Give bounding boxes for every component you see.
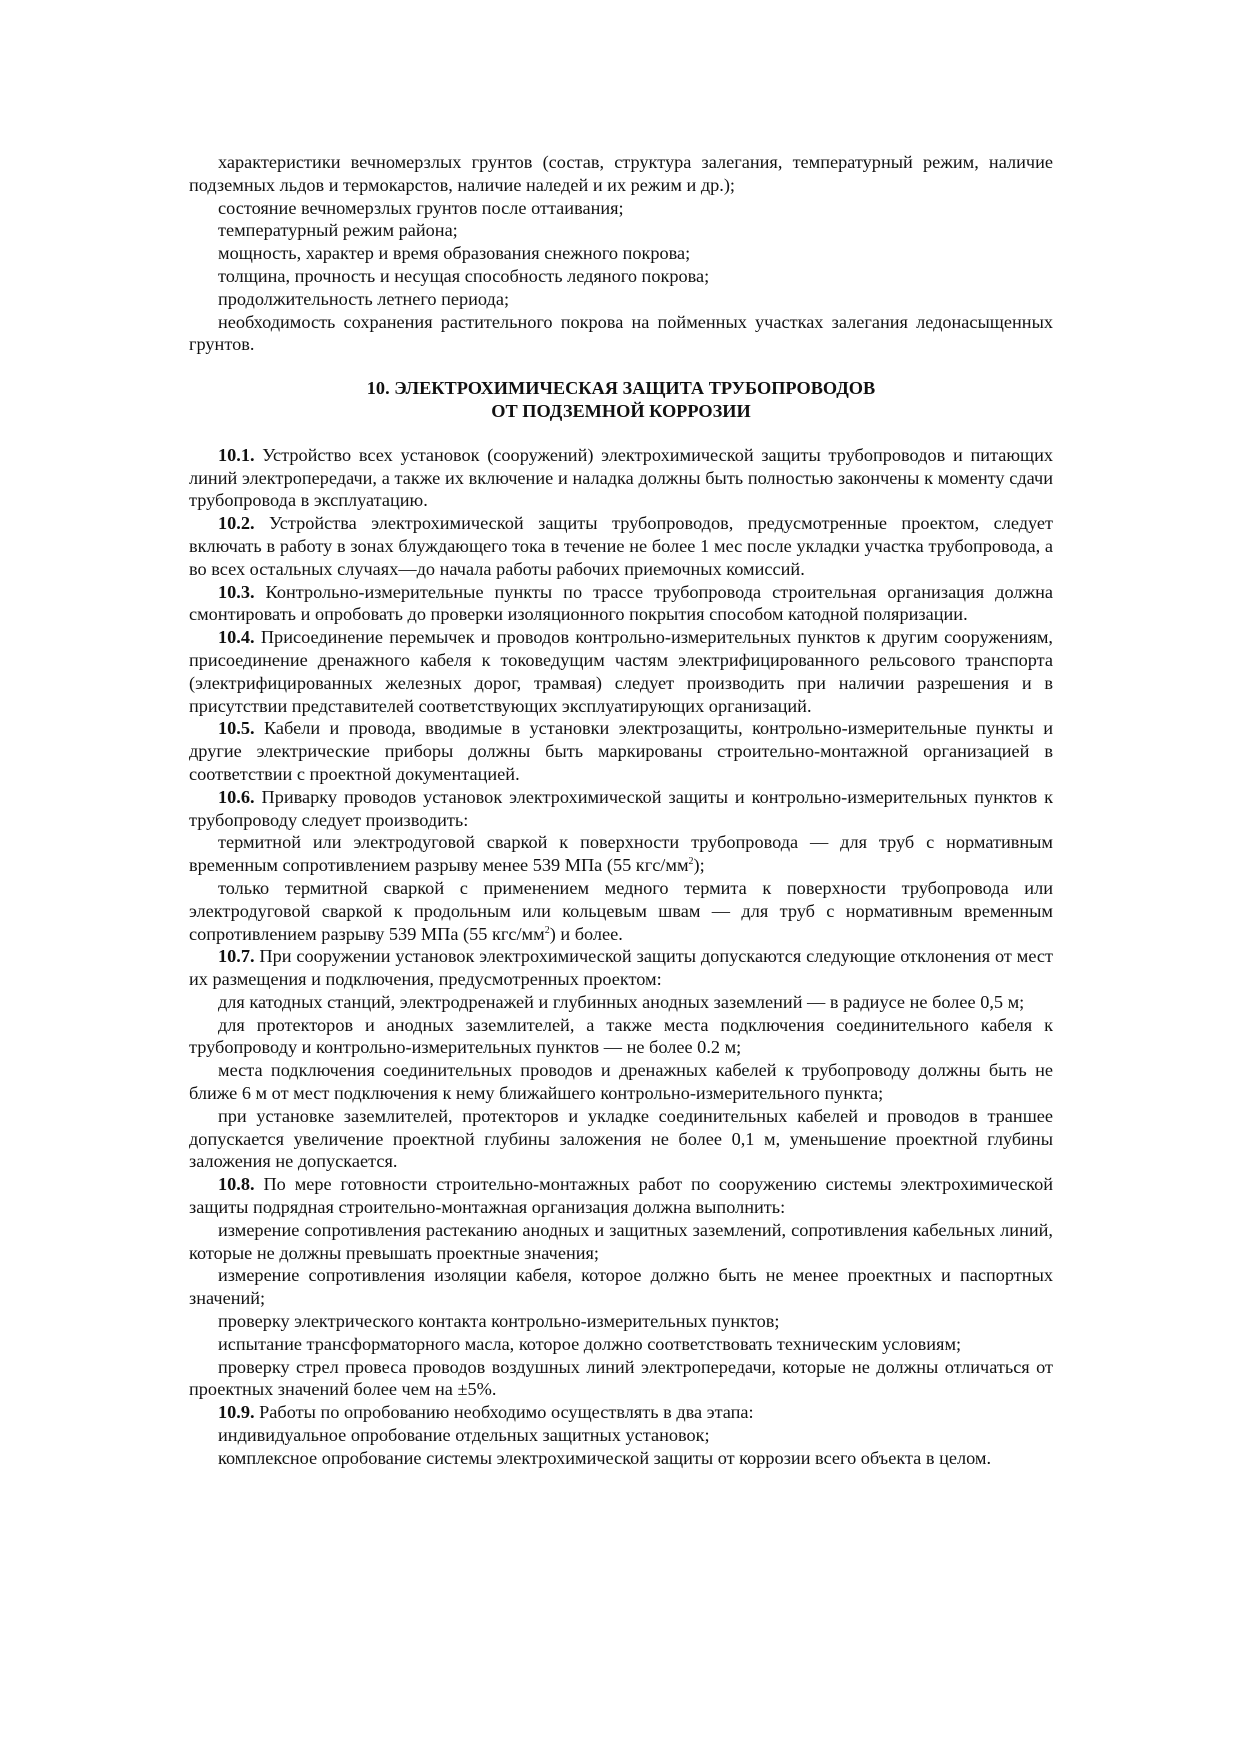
clause-number: 10.8. (218, 1174, 255, 1195)
clause-number: 10.6. (218, 786, 255, 807)
list-item: при установке заземлителей, протекторов и укладке соединительных кабелей и проводов в траншее допускается увеличение проектной глубины заложения не более 0,1 м, уменьшение проектной глубины заложения не допускается. (189, 1105, 1053, 1172)
clause-number: 10.7. (218, 946, 255, 967)
clause-text: При сооружении установок электрохимической защиты допускаются следующие отклонения от мест их размещения и подключения, предусмотренных проектом: (189, 946, 1053, 990)
list-item: только термитной сваркой с применением медного термита к поверхности трубопровода или электродуговой сваркой к продольным или кольцевым швам — для труб с нормативным временным сопротивлением разрыву 539 МПа (55 кгс/$мм^2$) и более. (189, 877, 1053, 944)
clause-text: По мере готовности строительно-монтажных работ по сооружению системы электрохимической защиты подрядная строительно-монтажная организация должна выполнить: (189, 1174, 1053, 1218)
list-item: проверку стрел провеса проводов воздушных линий электропередачи, которые не должны отличаться от проектных значений более чем на ±5%. (189, 1356, 1053, 1400)
list-item: измерение сопротивления растеканию анодных и защитных заземлений, сопротивления кабельных линий, которые не должны превышать проектные значения; (189, 1219, 1053, 1263)
clause-text: Приварку проводов установок электрохимической защиты и контрольно-измерительных пунктов к трубопроводу следует производить: (189, 786, 1053, 830)
clause-number: 10.5. (218, 718, 255, 739)
list-item: необходимость сохранения растительного покрова на пойменных участках залегания ледонасыщенных грунтов. (189, 311, 1053, 355)
clause-10-6 (189, 786, 1053, 832)
clause-10-9 (189, 1401, 1053, 1424)
list-item: состояние вечномерзлых грунтов после оттаивания; (218, 197, 624, 218)
clause-text: Присоединение перемычек и проводов контрольно-измерительных пунктов к другим сооружениям, присоединение дренажного кабеля к токоведущим частям электрифицированного рельсового транспорта (электрифицированных железных дорог, трамвая) следует производить при наличии разрешения и в присутствии представителей соответствующих эксплуатирующих организаций. (189, 627, 1053, 716)
section-title-line-2: ОТ ПОДЗЕМНОЙ КОРРОЗИИ (491, 400, 751, 421)
clause-number: 10.9. (218, 1402, 255, 1423)
list-item: индивидуальное опробование отдельных защитных установок; (218, 1425, 710, 1446)
clause-text: Кабели и провода, вводимые в установки электрозащиты, контрольно-измерительные пункты и другие электрические приборы должны быть маркированы строительно-монтажной организацией в соответствии с проектной документацией. (189, 718, 1053, 784)
list-item: для протекторов и анодных заземлителей, а также места подключения соединительного кабеля к трубопроводу и контрольно-измерительных пунктов — не более 0.2 м; (189, 1014, 1053, 1058)
clause-text: Устройство всех установок (сооружений) электрохимической защиты трубопроводов и питающих линий электропередачи, а также их включение и наладка должны быть полностью закончены к моменту сдачи трубопровода в эксплуатацию. (189, 444, 1053, 511)
list-item: для катодных станций, электродренажей и глубинных анодных заземлений — в радиусе не более 0,5 м; (218, 991, 1025, 1012)
clause-10-4 (189, 626, 1053, 717)
clause-10-1 (189, 444, 1053, 512)
list-item: испытание трансформаторного масла, которое должно соответствовать техническим условиям; (218, 1333, 962, 1354)
list-item: проверку электрического контакта контрольно-измерительных пунктов; (218, 1311, 780, 1332)
clause-text: Контрольно-измерительные пункты по трассе трубопровода строительная организация должна смонтировать и опробовать до проверки изоляционного покрытия способом катодной поляризации. (189, 581, 1053, 625)
clause-10-5 (189, 717, 1053, 785)
document-page (189, 151, 1053, 1470)
superscript: 2 (544, 924, 550, 936)
clause-10-2 (189, 512, 1053, 580)
clause-number: 10.1. (218, 444, 255, 465)
list-item: термитной или электродуговой сваркой к поверхности трубопровода — для труб с нормативным временным сопротивлением разрыву менее 539 МПа (55 кгс/$мм^2$); (189, 832, 1053, 876)
list-item: толщина, прочность и несущая способность ледяного покрова; (218, 265, 710, 286)
list-item: температурный режим района; (218, 220, 458, 241)
list-item: места подключения соединительных проводов и дренажных кабелей к трубопроводу должны быть не ближе 6 м от мест подключения к нему ближайшего контрольно-измерительного пункта; (189, 1060, 1053, 1104)
clause-10-3 (189, 581, 1053, 627)
clause-number: 10.4. (218, 627, 255, 648)
list-item: мощность, характер и время образования снежного покрова; (218, 243, 691, 264)
list-item: продолжительность летнего периода; (218, 288, 510, 309)
list-item: комплексное опробование системы электрохимической защиты от коррозии всего объекта в целом. (218, 1447, 992, 1468)
clause-text: Устройства электрохимической защиты трубопроводов, предусмотренные проектом, следует включать в работу в зонах блуждающего тока в течение не более 1 мес после укладки участка трубопровода, а во всех остальных случаях—до начала работы рабочих приемочных комиссий. (189, 513, 1053, 579)
clause-10-7 (189, 945, 1053, 991)
superscript: 2 (688, 856, 694, 868)
clause-10-8 (189, 1173, 1053, 1219)
section-heading (189, 377, 1053, 423)
section-title-line-1: 10. ЭЛЕКТРОХИМИЧЕСКАЯ ЗАЩИТА ТРУБОПРОВОДОВ (366, 378, 876, 399)
clause-number: 10.3. (218, 581, 255, 602)
clause-number: 10.2. (218, 513, 255, 534)
clause-text: Работы по опробованию необходимо осуществлять в два этапа: (254, 1402, 754, 1423)
list-item: измерение сопротивления изоляции кабеля, которое должно быть не менее проектных и паспортных значений; (189, 1265, 1053, 1309)
list-item: характеристики вечномерзлых грунтов (состав, структура залегания, температурный режим, наличие подземных льдов и термокарстов, наличие наледей и их режим и др.); (189, 152, 1053, 195)
